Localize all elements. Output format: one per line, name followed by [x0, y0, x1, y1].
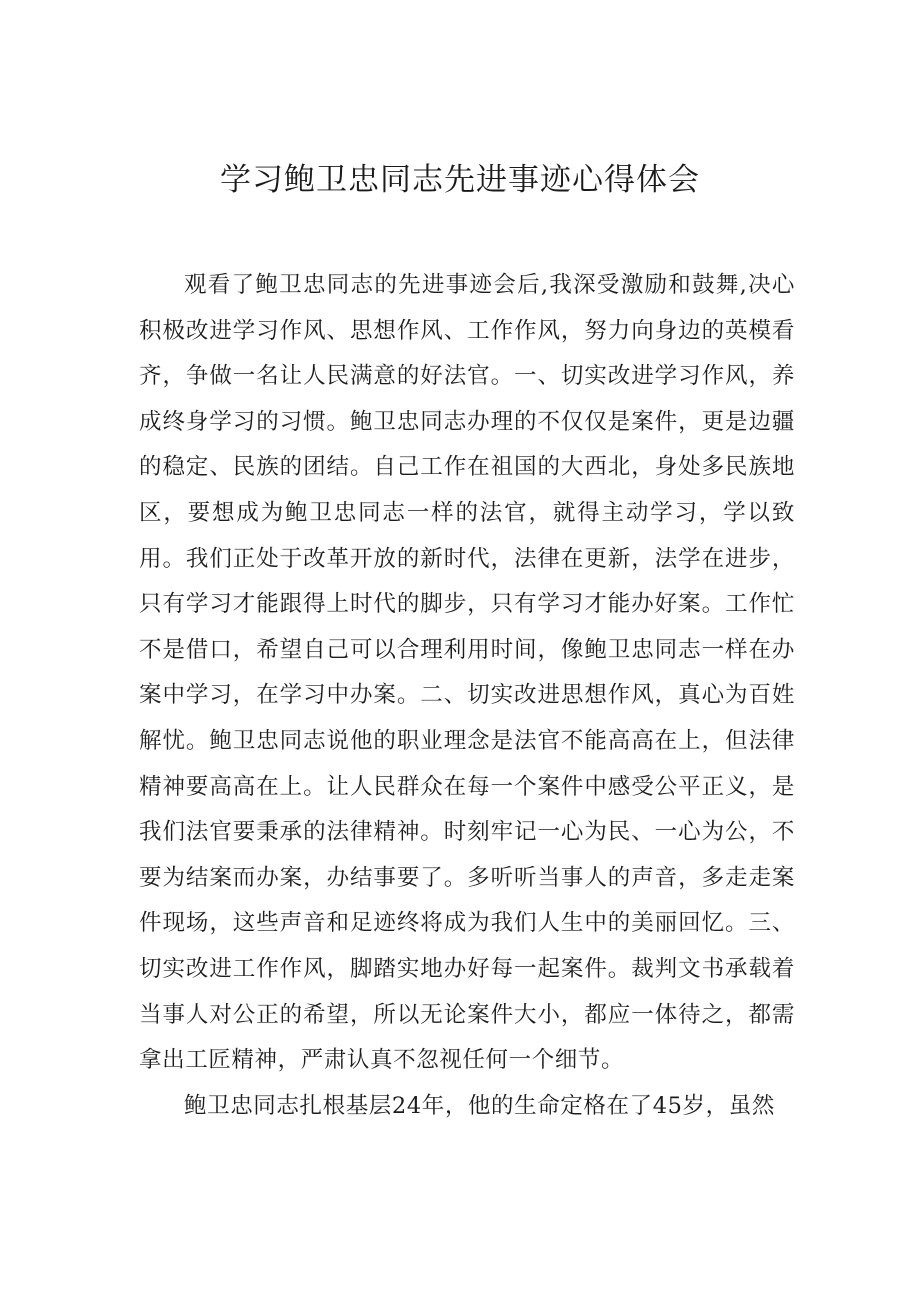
document-body — [139, 263, 795, 1129]
document-title: 学习鲍卫忠同志先进事迹心得体会 — [220, 162, 700, 198]
paragraph-2: 鲍卫忠同志扎根基层24年，他的生命定格在了45岁，虽然 — [184, 1092, 775, 1119]
paragraph-1: 观看了鲍卫忠同志的先进事迹会后,我深受激励和鼓舞,决心积极改进学习作风、思想作风、工作作风，努力向身边的英模看齐，争做一名让人民满意的好法官。一、切实改进学习作风，养成终身学习的习惯。鲍卫忠同志办理的不仅仅是案件，更是边疆的稳定、民族的团结。自己工作在祖国的大西北，身处多民族地区，要想成为鲍卫忠同志一样的法官，就得主动学习，学以致用。我们正处于改革开放的新时代，法律在更新，法学在进步，只有学习才能跟得上时代的脚步，只有学习才能办好案。工作忙不是借口，希望自己可以合理利用时间，像鲍卫忠同志一样在办案中学习，在学习中办案。二、切实改进思想作风，真心为百姓解忧。鲍卫忠同志说他的职业理念是法官不能高高在上，但法律精神要高高在上。让人民群众在每一个案件中感受公平正义，是我们法官要秉承的法律精神。时刻牢记一心为民、一心为公，不要为结案而办案，办结事要了。多听听当事人的声音，多走走案件现场，这些声音和足迹终将成为我们人生中的美丽回忆。三、切实改进工作作风，脚踏实地办好每一起案件。裁判文书承载着当事人对公正的希望，所以无论案件大小，都应一体待之，都需拿出工匠精神，严肃认真不忽视任何一个细节。 — [139, 272, 795, 1074]
